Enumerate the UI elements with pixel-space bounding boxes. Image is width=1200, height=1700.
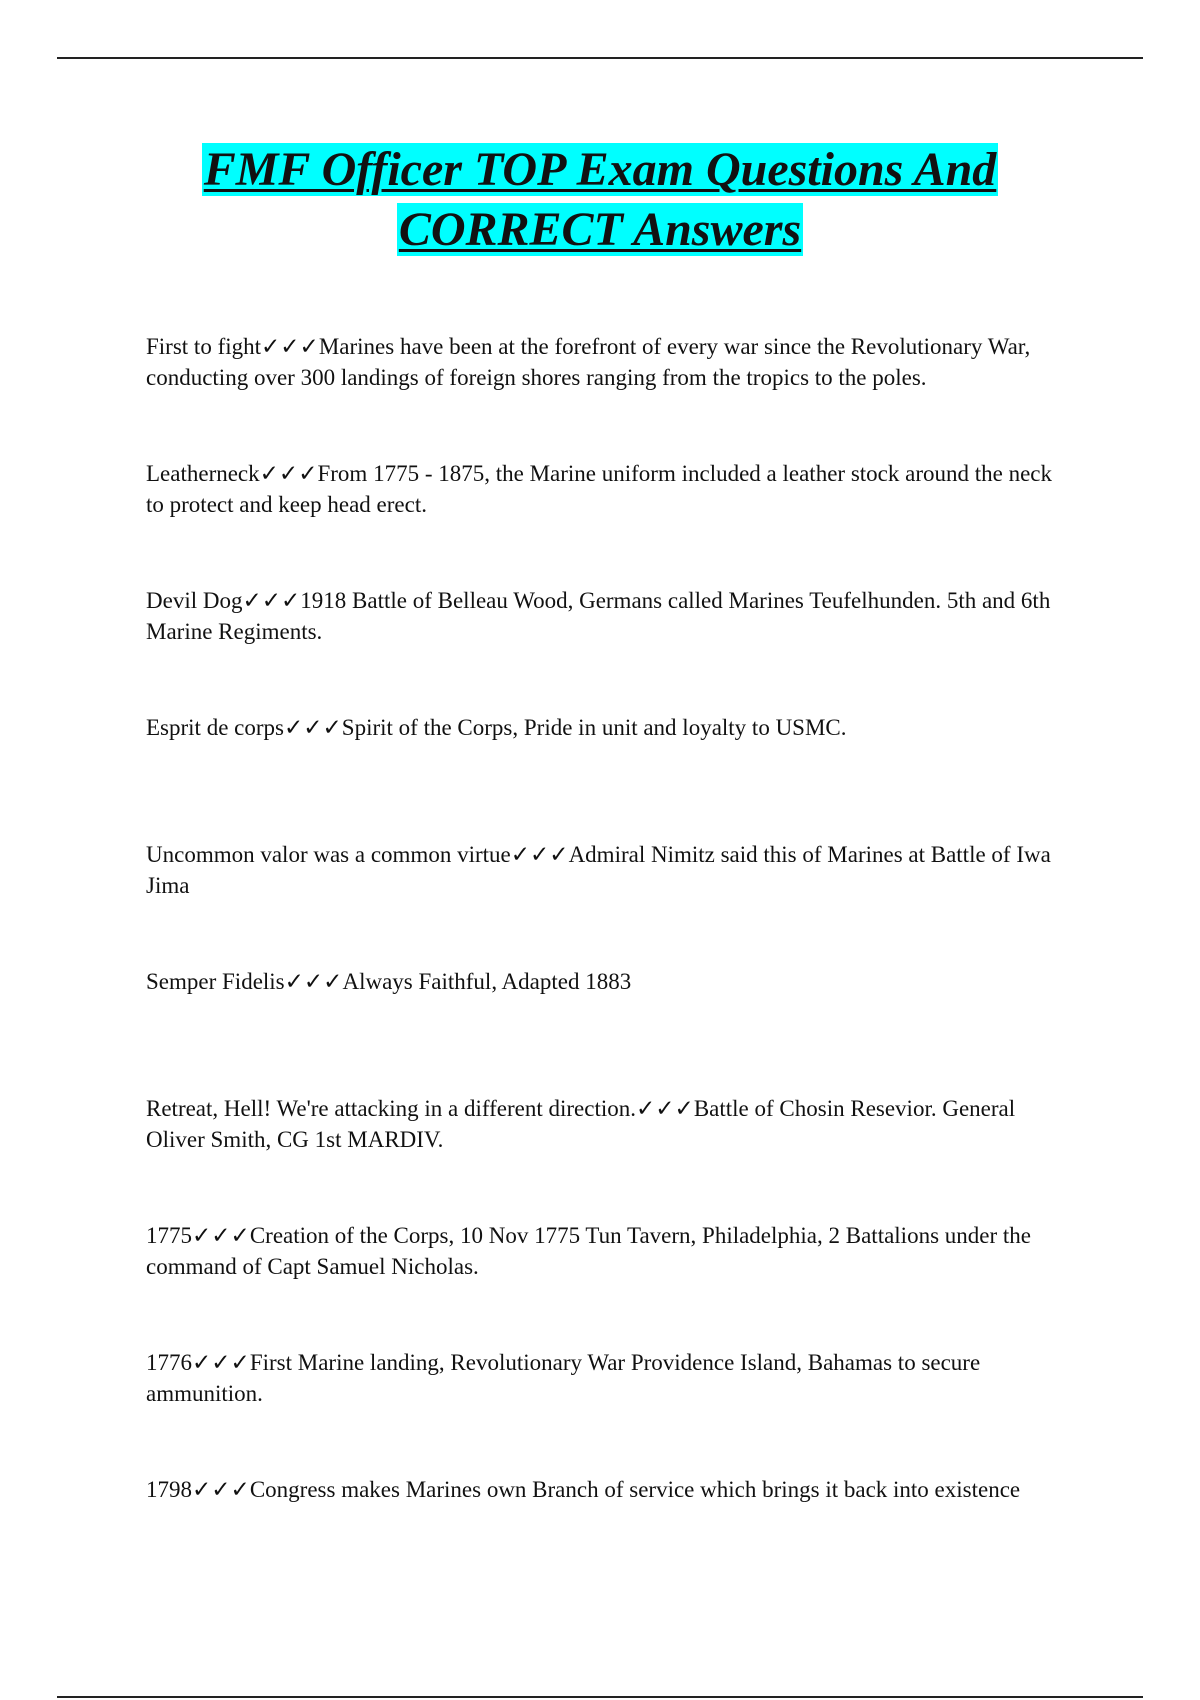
- entry-answer: Admiral Nimitz said this of Marines at Battle of Iwa Jima: [146, 842, 1051, 898]
- checkmarks-icon: ✓✓✓: [192, 1477, 250, 1502]
- qa-entry: [146, 585, 1066, 647]
- qa-entry: [146, 966, 1066, 1028]
- qa-entry: [146, 712, 1066, 774]
- entry-answer: Marines have been at the forefront of every war since the Revolutionary War, conducting over 300 landings of foreign shores ranging from the tropics to the poles.: [146, 334, 1031, 390]
- qa-entry: [146, 458, 1066, 520]
- entry-question: Esprit de corps: [146, 715, 284, 740]
- checkmarks-icon: ✓✓✓: [510, 842, 569, 867]
- entry-question: First to fight: [146, 334, 262, 359]
- entry-answer: Creation of the Corps, 10 Nov 1775 Tun Tavern, Philadelphia, 2 Battalions under the command of Capt Samuel Nicholas.: [146, 1223, 1031, 1279]
- title-line-1: FMF Officer TOP Exam Questions And: [203, 143, 997, 196]
- top-rule: [57, 57, 1143, 59]
- entry-answer: Battle of Chosin Resevior. General Oliver Smith, CG 1st MARDIV.: [146, 1096, 1016, 1152]
- entry-question: Leatherneck: [146, 461, 260, 486]
- checkmarks-icon: ✓✓✓: [636, 1096, 694, 1121]
- entry-answer: Spirit of the Corps, Pride in unit and loyalty to USMC.: [341, 715, 847, 740]
- title-line-2: CORRECT Answers: [398, 203, 802, 256]
- entry-answer: 1918 Battle of Belleau Wood, Germans called Marines Teufelhunden. 5th and 6th Marine Regiments.: [146, 588, 1051, 644]
- entry-question: 1776: [146, 1350, 192, 1375]
- qa-entry: [146, 1347, 1066, 1409]
- checkmarks-icon: ✓✓✓: [283, 715, 342, 740]
- entry-answer: First Marine landing, Revolutionary War Providence Island, Bahamas to secure ammunition.: [146, 1350, 981, 1406]
- bottom-rule: [57, 1696, 1143, 1698]
- qa-entry: [146, 331, 1066, 393]
- checkmarks-icon: ✓✓✓: [284, 969, 343, 994]
- entry-question: 1798: [146, 1477, 192, 1502]
- qa-entry: [146, 1093, 1066, 1155]
- entry-answer: Congress makes Marines own Branch of service which brings it back into existence: [249, 1477, 1021, 1502]
- entry-question: Semper Fidelis: [146, 969, 285, 994]
- qa-entry: [146, 1474, 1066, 1536]
- checkmarks-icon: ✓✓✓: [192, 1350, 250, 1375]
- checkmarks-icon: ✓✓✓: [242, 588, 301, 613]
- qa-entry: [146, 839, 1066, 901]
- entry-answer: Always Faithful, Adapted 1883: [342, 969, 632, 994]
- qa-list: [146, 331, 1066, 1601]
- checkmarks-icon: ✓✓✓: [261, 334, 319, 359]
- document-title: [100, 140, 1100, 260]
- entry-answer: From 1775 - 1875, the Marine uniform included a leather stock around the neck to protect and keep head erect.: [146, 461, 1053, 517]
- qa-entry: [146, 1220, 1066, 1282]
- entry-question: 1775: [146, 1223, 192, 1248]
- checkmarks-icon: ✓✓✓: [259, 461, 318, 486]
- entry-question: Retreat, Hell! We're attacking in a different direction.: [146, 1096, 636, 1121]
- entry-question: Devil Dog: [146, 588, 243, 613]
- checkmarks-icon: ✓✓✓: [192, 1223, 250, 1248]
- entry-question: Uncommon valor was a common virtue: [146, 842, 511, 867]
